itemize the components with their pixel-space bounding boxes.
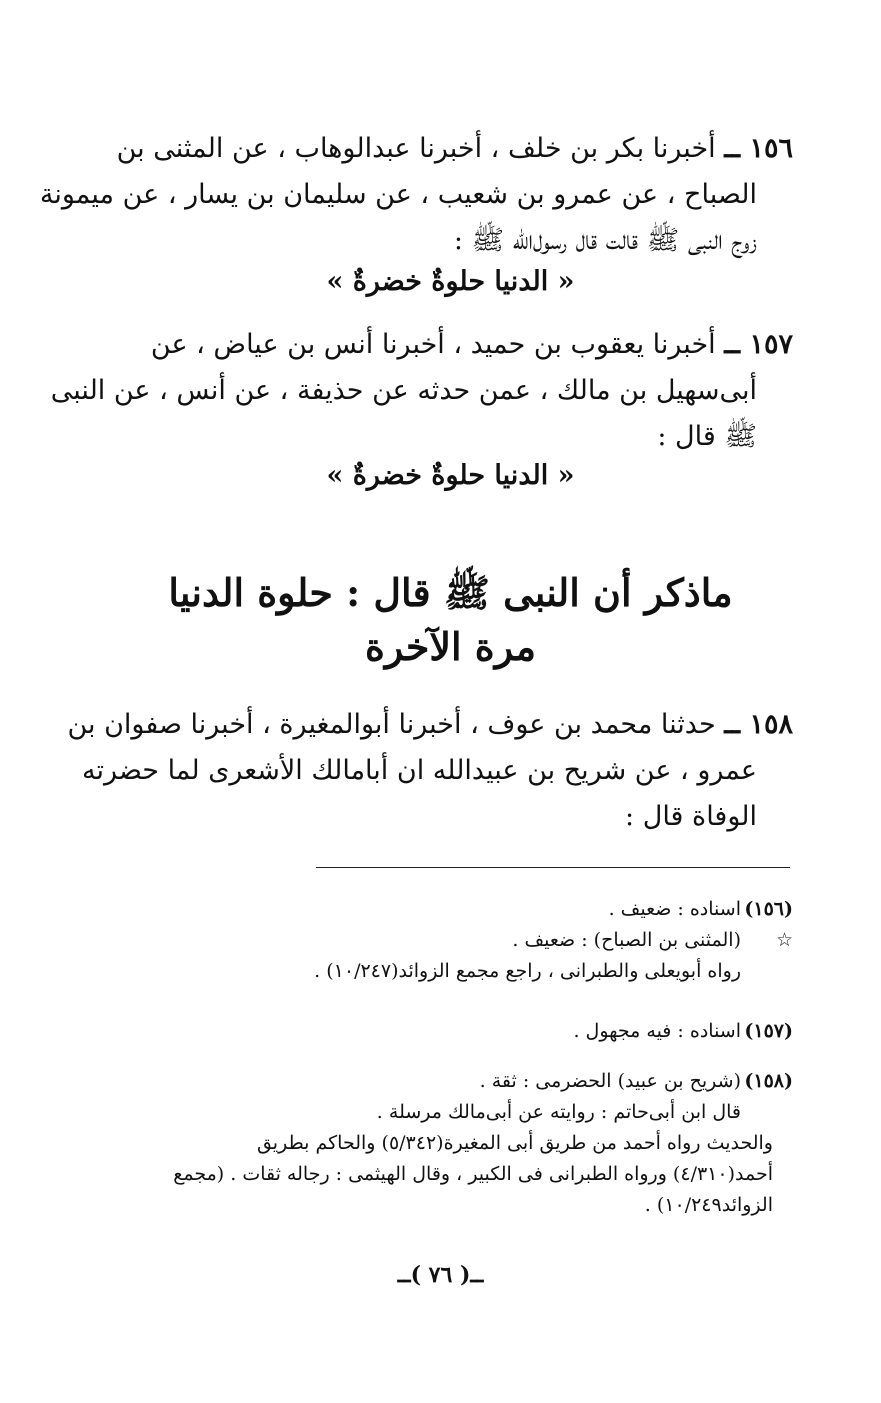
hadith-158-number: ١٥٨ ــ (724, 709, 793, 740)
hadith-157-line-1: ١٥٧ ــ أخبرنا يعقوب بن حميد ، أخبرنا أنس بن عياض ، عن (150, 329, 793, 360)
hadith-156-quote: « الدنيا حلوةٌ خضرةٌ » (326, 266, 575, 297)
footnote-156-star-text: (المثنى بن الصباح) : ضعيف . (512, 929, 741, 951)
hadith-156-line-2: الصباح ، عن عمرو بن شعيب ، عن سليمان بن يسار ، عن ميمونة (39, 179, 757, 210)
hadith-156 (39, 126, 793, 264)
hadith-156-line-1: ١٥٦ ــ أخبرنا بكر بن خلف ، أخبرنا عبدالوهاب ، عن المثنى بن (116, 133, 793, 164)
hadith-157-quote: « الدنيا حلوةٌ خضرةٌ » (326, 460, 575, 491)
star-icon: ☆ (775, 929, 793, 951)
footnote-158-number: (١٥٨) (744, 1070, 793, 1092)
footnote-156-extra: رواه أبويعلى والطبرانى ، راجع مجمع الزوائد(١٠/٢٤٧) . (314, 960, 741, 982)
footnote-156-number: (١٥٦) (744, 898, 793, 920)
footnote-158-line-2: قال ابن أبى‌حاتم : روايته عن أبى‌مالك مرسلة . (376, 1101, 741, 1123)
footnote-156 (108, 894, 793, 987)
hadith-158-line-1: ١٥٨ ــ حدثنا محمد بن عوف ، أخبرنا أبوالمغيرة ، أخبرنا صفوان بن (67, 709, 793, 740)
chapter-title-line-2: مرة الآخرة (364, 624, 537, 669)
footnote-157-number: (١٥٧) (744, 1020, 793, 1042)
footnote-158-line-4: أحمد(٤/٣١٠) ورواه الطبرانى فى الكبير ، وقال الهيثمى : رجاله ثقات . (مجمع (173, 1163, 773, 1185)
hadith-158 (67, 702, 793, 840)
hadith-157-line-2: أبى‌سهيل بن مالك ، عمن حدثه عن حذيفة ، عن أنس ، عن النبى (50, 375, 757, 406)
hadith-157-number: ١٥٧ ــ (724, 329, 793, 360)
hadith-158-line-3: الوفاة قال : (625, 801, 757, 832)
footnote-157-text: اسناده : فيه مجهول . (573, 1020, 741, 1042)
footnote-158-line-5: الزوائد١٠/٢٤٩) . (644, 1194, 773, 1216)
chapter-title (108, 566, 793, 674)
page-number: ــ( ٧٦ )ــ (397, 1262, 484, 1288)
hadith-156-number: ١٥٦ ــ (724, 133, 793, 164)
hadith-156-line-3: زوج النبى ﷺ قالت قال رسول‌الله ﷺ : (453, 225, 757, 256)
footnote-156-text: اسناده : ضعيف . (608, 898, 741, 920)
footnote-separator (316, 867, 790, 868)
hadith-157 (50, 322, 793, 460)
footnote-158-line-3: والحديث رواه أحمد من طريق أبى المغيرة(٥/٣٤٢) والحاكم بطريق (256, 1132, 773, 1154)
footnote-157 (108, 1016, 793, 1047)
hadith-158-line-2: عمرو ، عن شريح بن عبيدالله ان أبامالك الأشعرى لما حضرته (82, 755, 757, 786)
footnote-158 (108, 1066, 793, 1221)
hadith-157-line-3: ﷺ قال : (657, 421, 757, 452)
footnote-158-text: (شريح بن عبيد) الحضرمى : ثقة . (479, 1070, 741, 1092)
chapter-title-line-1: ماذكر أن النبى ﷺ قال : حلوة الدنيا (168, 570, 733, 615)
